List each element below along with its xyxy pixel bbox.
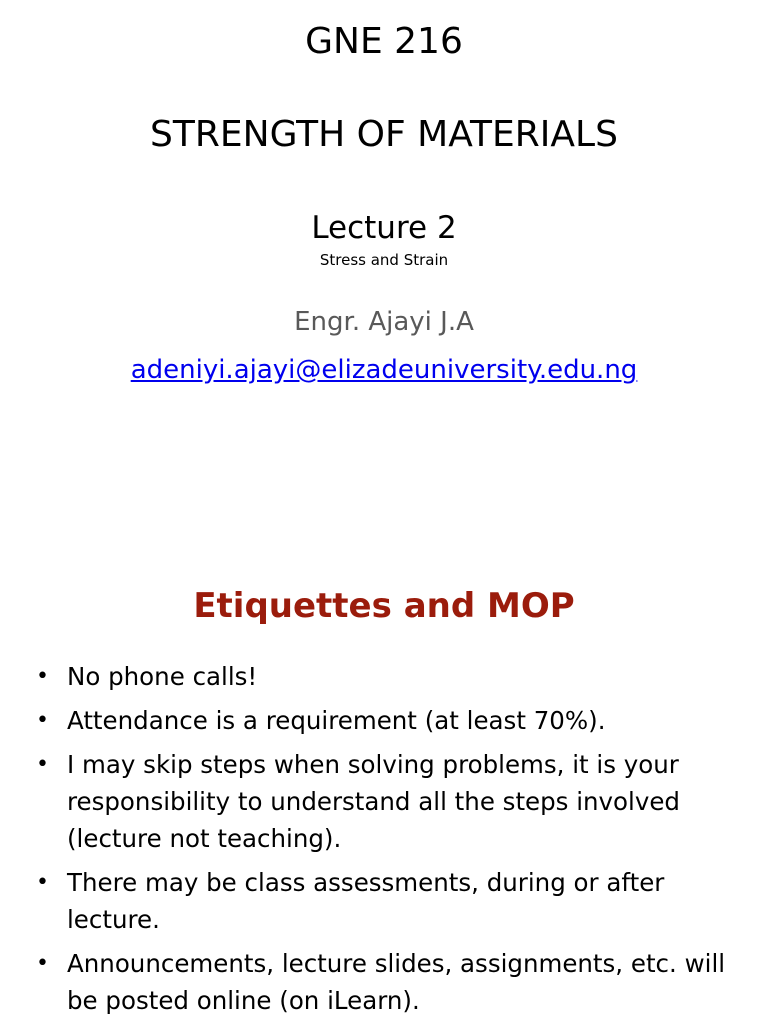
email-link[interactable]: adeniyi.ajayi@elizadeuniversity.edu.ng [130,355,638,385]
bullet-text: Announcements, lecture slides, assignments, etc. will be posted online (on iLearn). [67,949,726,1015]
list-item [36,945,748,1019]
bullet-icon: • [36,708,49,733]
lecture-title: Lecture 2 [311,210,457,246]
slide-title: Etiquettes and MOP [193,586,575,626]
author-name: Engr. Ajayi J.A [294,307,474,337]
bullet-icon: • [36,752,49,777]
email-row [0,352,768,388]
list-item [36,864,748,938]
course-title: STRENGTH OF MATERIALS [150,114,618,155]
bullet-icon: • [36,870,49,895]
bullet-text: I may skip steps when solving problems, it is your responsibility to understand all the steps involved (lecture not teaching). [67,750,680,853]
bullet-text: Attendance is a requirement (at least 70%). [67,706,606,735]
bullet-icon: • [36,664,49,689]
bullet-list [36,658,748,1026]
lecture-subtitle: Stress and Strain [319,251,449,269]
list-item [36,702,748,739]
list-item [36,746,748,857]
list-item [36,658,748,695]
bullet-icon: • [36,951,49,976]
bullet-text: No phone calls! [67,662,258,691]
bullet-text: There may be class assessments, during or after lecture. [67,868,665,934]
course-code: GNE 216 [305,21,463,62]
